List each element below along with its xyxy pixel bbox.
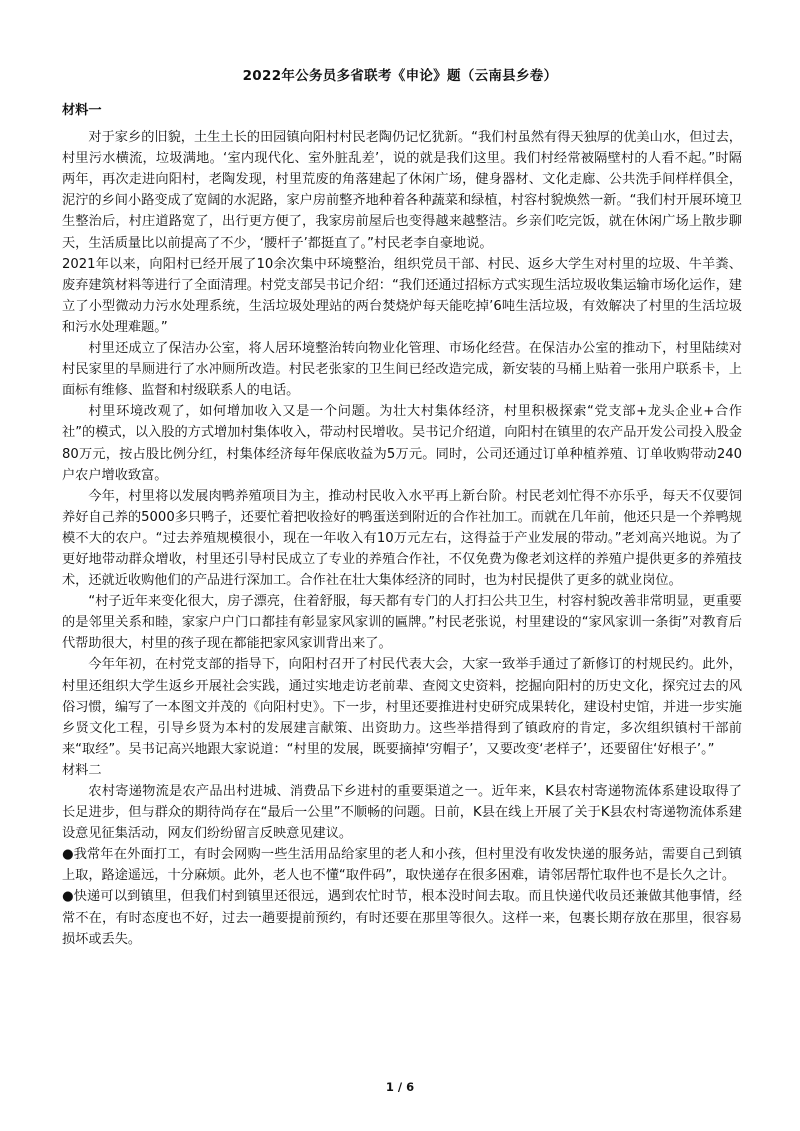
section-material-2	[62, 760, 742, 950]
paragraph: 对于家乡的旧貌，土生土长的田园镇向阳村村民老陶仍记忆犹新。“我们村虽然有得天独厚的优美山水，但过去，村里污水横流，垃圾满地。‘室内现代化、室外脏乱差’，说的就是我们这里。我们村经常被隔壁村的人看不起。”时隔两年，再次走进向阳村，老陶发现，村里荒废的角落建起了休闲广场，健身器材、文化走廊、公共洗手间样样俱全，泥泞的乡间小路变成了宽阔的水泥路，家户房前整齐地种着各种蔬菜和绿植，村容村貌焕然一新。“我们村开展环境卫生整治后，村庄道路宽了，出行更方便了，我家房前屋后也变得越来越整洁。乡亲们吃完饭，就在休闲广场上散步聊天，生活质量比以前提高了不少，‘腰杆子’都挺直了。”村民老李自豪地说。	[62, 130, 742, 251]
paragraph: 农村寄递物流是农产品出村进城、消费品下乡进村的重要渠道之一。近年来，K县农村寄递物流体系建设取得了长足进步，但与群众的期待尚存在“最后一公里”不顺畅的问题。日前，K县在线上开展了关于K县农村寄递物流体系建设意见征集活动，网友们纷纷留言反映意见建议。	[62, 784, 742, 842]
bullet-item: ●我常年在外面打工，有时会网购一些生活用品给家里的老人和小孩，但村里没有收发快递的服务站，需要自己到镇上取，路途遥远，十分麻烦。此外，老人也不懂“取件码”，取快递存在很多困难，请邻居帮忙取件也不是长久之计。	[62, 847, 742, 884]
paragraph: 今年，村里将以发展肉鸭养殖项目为主，推动村民收入水平再上新台阶。村民老刘忙得不亦乐乎，每天不仅要饲养好自己养的5000多只鸭子，还要忙着把收捡好的鸭蛋送到附近的合作社加工。而就在几年前，他还只是一个养鸭规模不大的农户。“过去养殖规模很小，现在一年收入有10万元左右，这得益于产业发展的带动。”老刘高兴地说。为了更好地带动群众增收，村里还引导村民成立了专业的养殖合作社，不仅免费为像老刘这样的养殖户提供更多的养殖技术，还就近收购他们的产品进行深加工。合作社在壮大集体经济的同时，也为村民提供了更多的就业岗位。	[62, 488, 742, 589]
page-number: 1 / 6	[385, 1080, 415, 1094]
paragraph: 村里环境改观了，如何增加收入又是一个问题。为壮大村集体经济，村里积极探索“党支部+龙头企业+合作社”的模式，以入股的方式增加村集体收入，带动村民增收。吴书记介绍道，向阳村在镇里的农产品开发公司投入股金80万元，按占股比例分红，村集体经济每年保底收益为5万元。同时，公司还通过订单种植养殖、订单收购带动240户农户增收致富。	[62, 404, 742, 483]
section-heading: 材料二	[62, 762, 102, 778]
bullet-item: ●快递可以到镇里，但我们村到镇里还很远，遇到农忙时节，根本没时间去取。而且快递代收员还兼做其他事情，经常不在，有时态度也不好，过去一趟要提前预约，有时还要在那里等很久。这样一来，包裹长期存放在那里，很容易损坏或丢失。	[62, 889, 742, 947]
page-title: 2022年公务员多省联考《申论》题（云南县乡卷）	[242, 68, 558, 84]
section-heading: 材料一	[62, 103, 102, 118]
paragraph: 2021年以来，向阳村已经开展了10余次集中环境整治，组织党员干部、村民、返乡大学生对村里的垃圾、牛羊粪、废弃建筑材料等进行了全面清理。村党支部吴书记介绍：“我们还通过招标方式实现生活垃圾收集运输市场化运作，建立了小型微动力污水处理系统，生活垃圾处理站的两台焚烧炉每天能吃掉’6吨生活垃圾，有效解决了村里的生活垃圾和污水处理难题。”	[62, 256, 742, 335]
paragraph: 今年年初，在村党支部的指导下，向阳村召开了村民代表大会，大家一致举手通过了新修订的村规民约。此外，村里还组织大学生返乡开展社会实践，通过实地走访老前辈、查阅文史资料，挖掘向阳村的历史文化，探究过去的风俗习惯，编写了一本图文并茂的《向阳村史》。下一步，村里还要推进村史研究成果转化，建设村史馆，并进一步实施乡贤文化工程，引导乡贤为本村的发展建言献策、出资助力。这些举措得到了镇政府的肯定，多次组织镇村干部前来“取经”。吴书记高兴地跟大家说道：“村里的发展，既要摘掉‘穷帽子’，又要改变‘老样子’，还要留住‘好根子’。”	[62, 657, 742, 757]
document-body	[62, 100, 742, 950]
paragraph: “村子近年来变化很大，房子漂亮，住着舒服，每天都有专门的人打扫公共卫生，村容村貌改善非常明显，更重要的是邻里关系和睦，家家户户门口都挂有彰显家风家训的匾牌。”村民老张说，村里建设的“家风家训一条街”对教育后代帮助很大，村里的孩子现在都能把家风家训背出来了。	[62, 594, 742, 652]
section-material-1	[62, 100, 742, 760]
paragraph: 村里还成立了保洁办公室，将人居环境整治转向物业化管理、市场化经营。在保洁办公室的推动下，村里陆续对村民家里的旱厕进行了水冲厕所改造。村民老张家的卫生间已经改造完成，新安装的马桶上贴着一张用户联系卡，上面标有维修、监督和村级联系人的电话。	[62, 341, 742, 399]
